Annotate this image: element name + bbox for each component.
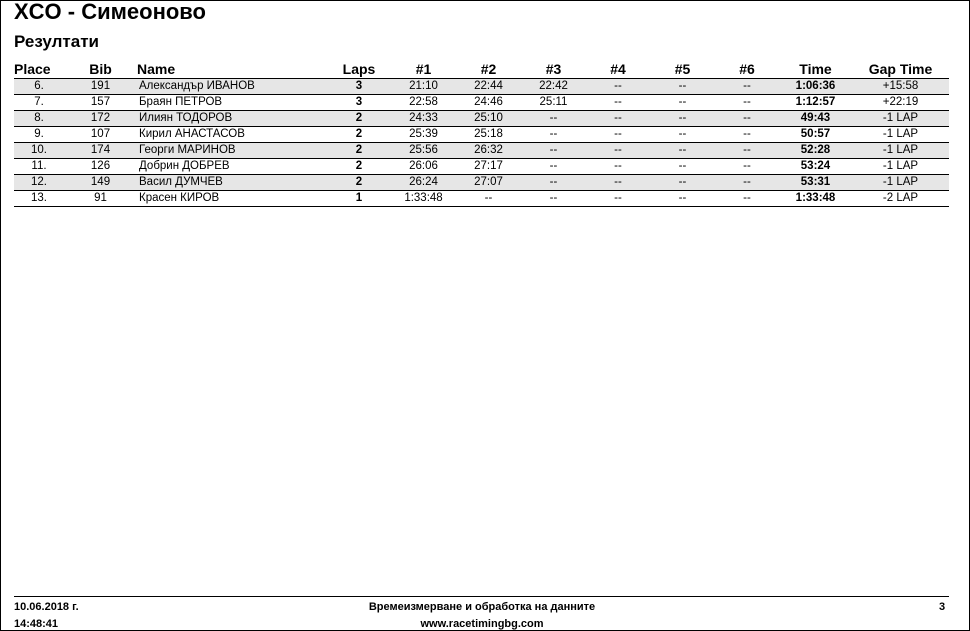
cell-lap1: 21:10 bbox=[391, 79, 456, 95]
table-row bbox=[14, 95, 949, 111]
cell-lap4: -- bbox=[586, 143, 650, 159]
cell-lap5: -- bbox=[650, 159, 715, 175]
footer-page-number: 3 bbox=[939, 601, 946, 613]
cell-gap: -1 LAP bbox=[852, 159, 949, 175]
cell-time: 53:24 bbox=[779, 159, 852, 175]
cell-lap2: 24:46 bbox=[456, 95, 521, 111]
table-row bbox=[14, 191, 949, 207]
cell-time: 1:12:57 bbox=[779, 95, 852, 111]
table-row bbox=[14, 127, 949, 143]
cell-time: 1:06:36 bbox=[779, 79, 852, 95]
cell-gap: -1 LAP bbox=[852, 127, 949, 143]
footer-website-link[interactable]: www.racetimingbg.com bbox=[420, 618, 544, 630]
cell-name: Васил ДУМЧЕВ bbox=[137, 175, 327, 191]
cell-bib: 126 bbox=[64, 159, 137, 175]
cell-lap6: -- bbox=[715, 175, 779, 191]
cell-gap: -1 LAP bbox=[852, 111, 949, 127]
cell-name: Илиян ТОДОРОВ bbox=[137, 111, 327, 127]
cell-place: 8. bbox=[14, 111, 64, 127]
cell-gap: -1 LAP bbox=[852, 143, 949, 159]
cell-lap1: 26:24 bbox=[391, 175, 456, 191]
col-header-lap5: #5 bbox=[650, 60, 715, 79]
cell-laps: 2 bbox=[327, 127, 391, 143]
cell-gap: +15:58 bbox=[852, 79, 949, 95]
col-header-place: Place bbox=[14, 60, 64, 79]
cell-gap: -2 LAP bbox=[852, 191, 949, 207]
cell-lap5: -- bbox=[650, 127, 715, 143]
cell-lap1: 22:58 bbox=[391, 95, 456, 111]
cell-lap5: -- bbox=[650, 79, 715, 95]
table-row bbox=[14, 159, 949, 175]
cell-lap3: -- bbox=[521, 191, 586, 207]
cell-place: 6. bbox=[14, 79, 64, 95]
cell-lap4: -- bbox=[586, 191, 650, 207]
cell-lap6: -- bbox=[715, 79, 779, 95]
footer-caption: Времеизмерване и обработка на данните bbox=[368, 601, 596, 613]
cell-lap1: 1:33:48 bbox=[391, 191, 456, 207]
footer-time: 14:48:41 bbox=[14, 618, 59, 630]
cell-laps: 3 bbox=[327, 95, 391, 111]
cell-lap3: -- bbox=[521, 143, 586, 159]
cell-place: 11. bbox=[14, 159, 64, 175]
table-row bbox=[14, 143, 949, 159]
cell-name: Георги МАРИНОВ bbox=[137, 143, 327, 159]
col-header-lap2: #2 bbox=[456, 60, 521, 79]
cell-lap2: 27:17 bbox=[456, 159, 521, 175]
col-header-bib: Bib bbox=[64, 60, 137, 79]
col-header-time: Time bbox=[779, 60, 852, 79]
cell-lap6: -- bbox=[715, 111, 779, 127]
cell-lap3: 22:42 bbox=[521, 79, 586, 95]
cell-time: 53:31 bbox=[779, 175, 852, 191]
cell-lap4: -- bbox=[586, 159, 650, 175]
cell-bib: 107 bbox=[64, 127, 137, 143]
cell-lap3: -- bbox=[521, 175, 586, 191]
cell-laps: 2 bbox=[327, 111, 391, 127]
table-header-row bbox=[14, 60, 949, 79]
col-header-gap: Gap Time bbox=[852, 60, 949, 79]
cell-name: Александър ИВАНОВ bbox=[137, 79, 327, 95]
cell-lap5: -- bbox=[650, 111, 715, 127]
cell-lap2: 27:07 bbox=[456, 175, 521, 191]
cell-lap3: -- bbox=[521, 159, 586, 175]
col-header-lap4: #4 bbox=[586, 60, 650, 79]
col-header-lap6: #6 bbox=[715, 60, 779, 79]
cell-name: Красен КИРОВ bbox=[137, 191, 327, 207]
cell-time: 49:43 bbox=[779, 111, 852, 127]
table-row bbox=[14, 175, 949, 191]
cell-lap1: 26:06 bbox=[391, 159, 456, 175]
cell-lap2: 26:32 bbox=[456, 143, 521, 159]
cell-lap4: -- bbox=[586, 127, 650, 143]
cell-name: Добрин ДОБРЕВ bbox=[137, 159, 327, 175]
cell-laps: 2 bbox=[327, 143, 391, 159]
table-row bbox=[14, 111, 949, 127]
footer-divider bbox=[14, 596, 949, 597]
cell-lap2: 25:10 bbox=[456, 111, 521, 127]
cell-lap6: -- bbox=[715, 191, 779, 207]
cell-lap3: 25:11 bbox=[521, 95, 586, 111]
cell-laps: 2 bbox=[327, 175, 391, 191]
cell-laps: 3 bbox=[327, 79, 391, 95]
col-header-name: Name bbox=[137, 60, 327, 79]
cell-lap4: -- bbox=[586, 111, 650, 127]
page-title: XCO - Симеоново bbox=[14, 0, 206, 24]
results-table bbox=[14, 60, 949, 207]
cell-place: 9. bbox=[14, 127, 64, 143]
cell-lap4: -- bbox=[586, 79, 650, 95]
cell-place: 7. bbox=[14, 95, 64, 111]
cell-lap6: -- bbox=[715, 143, 779, 159]
cell-lap3: -- bbox=[521, 127, 586, 143]
col-header-lap3: #3 bbox=[521, 60, 586, 79]
cell-bib: 191 bbox=[64, 79, 137, 95]
cell-lap6: -- bbox=[715, 127, 779, 143]
footer-date: 10.06.2018 г. bbox=[14, 601, 79, 613]
col-header-laps: Laps bbox=[327, 60, 391, 79]
cell-laps: 2 bbox=[327, 159, 391, 175]
cell-gap: -1 LAP bbox=[852, 175, 949, 191]
cell-lap4: -- bbox=[586, 175, 650, 191]
cell-lap1: 25:56 bbox=[391, 143, 456, 159]
cell-gap: +22:19 bbox=[852, 95, 949, 111]
cell-time: 1:33:48 bbox=[779, 191, 852, 207]
cell-bib: 157 bbox=[64, 95, 137, 111]
col-header-lap1: #1 bbox=[391, 60, 456, 79]
cell-laps: 1 bbox=[327, 191, 391, 207]
cell-name: Кирил АНАСТАСОВ bbox=[137, 127, 327, 143]
cell-bib: 149 bbox=[64, 175, 137, 191]
cell-lap2: 25:18 bbox=[456, 127, 521, 143]
cell-place: 13. bbox=[14, 191, 64, 207]
cell-lap5: -- bbox=[650, 175, 715, 191]
table-row bbox=[14, 79, 949, 95]
cell-lap5: -- bbox=[650, 191, 715, 207]
cell-lap1: 25:39 bbox=[391, 127, 456, 143]
cell-place: 12. bbox=[14, 175, 64, 191]
cell-lap5: -- bbox=[650, 143, 715, 159]
cell-lap6: -- bbox=[715, 95, 779, 111]
cell-bib: 172 bbox=[64, 111, 137, 127]
cell-lap6: -- bbox=[715, 159, 779, 175]
cell-lap2: -- bbox=[456, 191, 521, 207]
cell-name: Браян ПЕТРОВ bbox=[137, 95, 327, 111]
cell-time: 50:57 bbox=[779, 127, 852, 143]
cell-lap3: -- bbox=[521, 111, 586, 127]
cell-lap4: -- bbox=[586, 95, 650, 111]
cell-bib: 174 bbox=[64, 143, 137, 159]
cell-lap5: -- bbox=[650, 95, 715, 111]
cell-time: 52:28 bbox=[779, 143, 852, 159]
page-subtitle: Резултати bbox=[14, 32, 99, 51]
cell-lap2: 22:44 bbox=[456, 79, 521, 95]
table-body bbox=[14, 79, 949, 207]
cell-lap1: 24:33 bbox=[391, 111, 456, 127]
cell-place: 10. bbox=[14, 143, 64, 159]
cell-bib: 91 bbox=[64, 191, 137, 207]
